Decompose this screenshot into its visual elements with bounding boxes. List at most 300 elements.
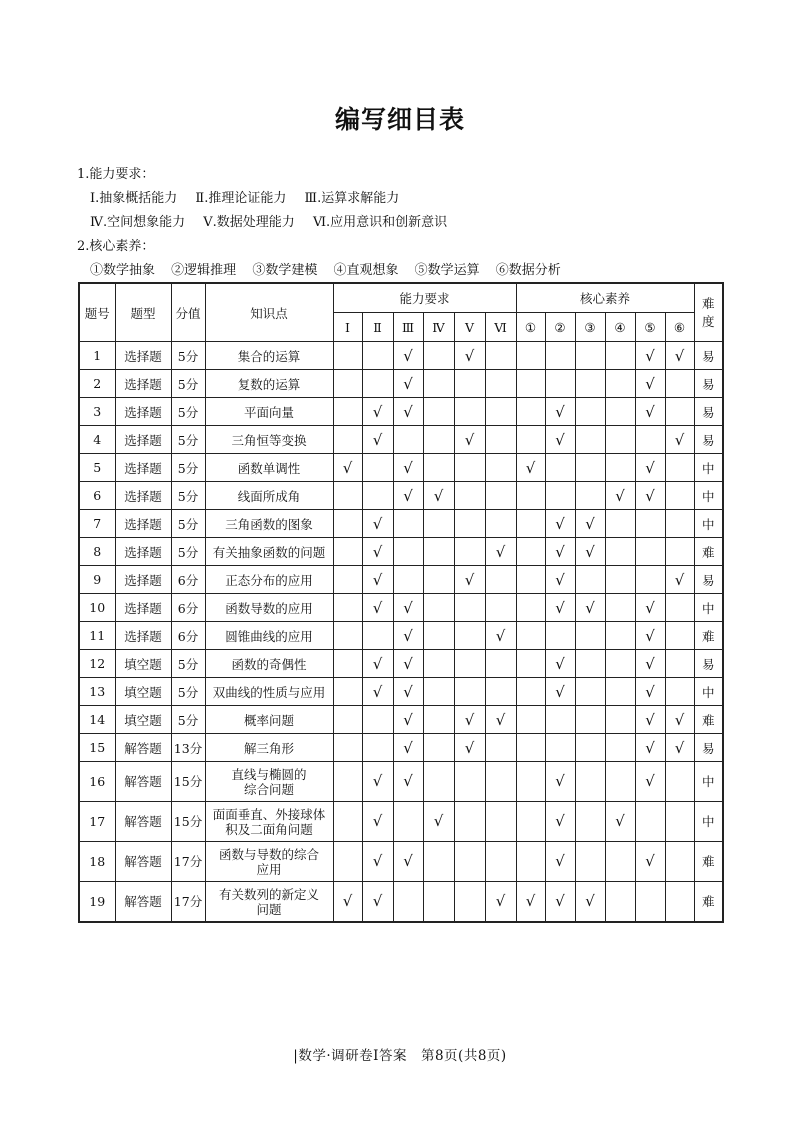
cell-ability-check: √ xyxy=(393,454,423,482)
cell-type: 选择题 xyxy=(115,566,171,594)
cell-knowledge: 平面向量 xyxy=(205,398,333,426)
cell-literacy-check: √ xyxy=(516,882,545,923)
cell-type: 选择题 xyxy=(115,342,171,370)
cell-ability-check xyxy=(423,882,454,923)
cell-ability-check xyxy=(333,342,362,370)
cell-ability-check xyxy=(485,734,516,762)
cell-ability-check xyxy=(423,370,454,398)
cell-ability-check: √ xyxy=(454,566,485,594)
cell-ability-check xyxy=(423,622,454,650)
cell-difficulty: 易 xyxy=(694,342,723,370)
cell-type: 选择题 xyxy=(115,622,171,650)
ability-item: Ⅴ.数据处理能力 xyxy=(203,215,295,230)
ability-item: Ⅵ.应用意识和创新意识 xyxy=(312,215,448,230)
cell-literacy-check: √ xyxy=(635,622,665,650)
cell-ability-check: √ xyxy=(362,802,393,842)
knowledge-line: 面面垂直、外接球体 xyxy=(212,806,326,822)
cell-score: 5分 xyxy=(171,426,205,454)
cell-literacy-check xyxy=(545,454,575,482)
cell-literacy-check xyxy=(575,678,605,706)
table-row xyxy=(79,842,723,882)
cell-difficulty: 难 xyxy=(694,882,723,923)
cell-ability-check xyxy=(362,370,393,398)
cell-literacy-check xyxy=(575,370,605,398)
cell-literacy-check: √ xyxy=(545,842,575,882)
knowledge-line: 应用 xyxy=(256,861,282,877)
header-score: 分值 xyxy=(171,283,205,342)
cell-literacy-check xyxy=(635,566,665,594)
cell-type: 填空题 xyxy=(115,678,171,706)
cell-ability-check xyxy=(485,510,516,538)
cell-ability-check xyxy=(423,678,454,706)
table-row xyxy=(79,426,723,454)
cell-ability-check: √ xyxy=(393,678,423,706)
cell-knowledge: 线面所成角 xyxy=(205,482,333,510)
cell-knowledge: 函数的奇偶性 xyxy=(205,650,333,678)
cell-ability-check xyxy=(454,538,485,566)
cell-literacy-check: √ xyxy=(605,482,635,510)
cell-ability-check xyxy=(485,802,516,842)
cell-ability-check: √ xyxy=(362,566,393,594)
cell-score: 5分 xyxy=(171,538,205,566)
cell-ability-check xyxy=(423,762,454,802)
table-row xyxy=(79,734,723,762)
cell-ability-check xyxy=(454,882,485,923)
cell-literacy-check xyxy=(605,650,635,678)
cell-type: 解答题 xyxy=(115,734,171,762)
cell-literacy-check xyxy=(575,426,605,454)
cell-literacy-check xyxy=(635,538,665,566)
cell-literacy-check xyxy=(516,802,545,842)
cell-ability-check: √ xyxy=(362,398,393,426)
cell-knowledge: 三角恒等变换 xyxy=(205,426,333,454)
cell-ability-check: √ xyxy=(454,734,485,762)
ability-list-row-2 xyxy=(90,211,455,230)
cell-ability-check xyxy=(423,538,454,566)
cell-literacy-check xyxy=(516,370,545,398)
cell-literacy-check xyxy=(575,762,605,802)
cell-literacy-check: √ xyxy=(545,650,575,678)
cell-ability-check xyxy=(362,342,393,370)
cell-number: 6 xyxy=(79,482,115,510)
cell-literacy-check: √ xyxy=(635,706,665,734)
cell-score: 6分 xyxy=(171,622,205,650)
header-knowledge: 知识点 xyxy=(205,283,333,342)
table-row xyxy=(79,342,723,370)
cell-literacy-check: √ xyxy=(665,734,694,762)
cell-ability-check: √ xyxy=(362,538,393,566)
cell-number: 2 xyxy=(79,370,115,398)
knowledge-line: 函数与导数的综合 xyxy=(218,846,319,862)
cell-number: 17 xyxy=(79,802,115,842)
table-row xyxy=(79,622,723,650)
cell-ability-check: √ xyxy=(393,762,423,802)
cell-score: 15分 xyxy=(171,802,205,842)
cell-ability-check xyxy=(423,734,454,762)
cell-literacy-check: √ xyxy=(545,398,575,426)
cell-ability-check: √ xyxy=(362,426,393,454)
cell-literacy-check xyxy=(665,650,694,678)
cell-literacy-check xyxy=(516,510,545,538)
cell-ability-check xyxy=(485,398,516,426)
cell-literacy-check xyxy=(665,842,694,882)
cell-ability-check xyxy=(454,802,485,842)
cell-literacy-check: √ xyxy=(545,882,575,923)
cell-ability-check xyxy=(333,426,362,454)
cell-literacy-check: √ xyxy=(545,678,575,706)
cell-ability-check xyxy=(423,426,454,454)
table-row xyxy=(79,370,723,398)
cell-literacy-check xyxy=(516,650,545,678)
cell-literacy-check: √ xyxy=(635,482,665,510)
cell-literacy-check xyxy=(516,842,545,882)
cell-ability-check: √ xyxy=(362,650,393,678)
section-literacy-heading: 2.核心素养： xyxy=(77,239,155,254)
table-row xyxy=(79,882,723,923)
cell-ability-check: √ xyxy=(393,650,423,678)
cell-ability-check xyxy=(454,762,485,802)
cell-score: 5分 xyxy=(171,370,205,398)
cell-ability-check xyxy=(454,650,485,678)
cell-ability-check: √ xyxy=(423,802,454,842)
cell-score: 15分 xyxy=(171,762,205,802)
spec-table xyxy=(78,282,724,923)
cell-literacy-check xyxy=(605,678,635,706)
cell-literacy-check xyxy=(575,566,605,594)
cell-ability-check xyxy=(485,678,516,706)
cell-ability-check xyxy=(454,370,485,398)
cell-literacy-check: √ xyxy=(635,454,665,482)
cell-score: 5分 xyxy=(171,398,205,426)
header-ability: 能力要求 xyxy=(333,283,516,313)
table-row xyxy=(79,594,723,622)
cell-type: 填空题 xyxy=(115,650,171,678)
cell-ability-check xyxy=(333,398,362,426)
cell-number: 5 xyxy=(79,454,115,482)
header-ability-col: Ⅵ xyxy=(485,313,516,342)
cell-type: 选择题 xyxy=(115,398,171,426)
ability-item: Ⅱ.推理论证能力 xyxy=(195,191,287,206)
cell-literacy-check: √ xyxy=(635,370,665,398)
cell-ability-check xyxy=(423,706,454,734)
cell-literacy-check xyxy=(605,538,635,566)
cell-literacy-check xyxy=(665,482,694,510)
cell-ability-check xyxy=(423,510,454,538)
cell-score: 5分 xyxy=(171,706,205,734)
cell-literacy-check xyxy=(605,882,635,923)
cell-literacy-check xyxy=(575,622,605,650)
cell-literacy-check xyxy=(516,426,545,454)
cell-knowledge xyxy=(205,802,333,842)
cell-ability-check xyxy=(393,566,423,594)
table-body xyxy=(79,342,723,923)
cell-literacy-check xyxy=(575,342,605,370)
cell-literacy-check xyxy=(665,398,694,426)
cell-number: 7 xyxy=(79,510,115,538)
cell-ability-check: √ xyxy=(393,594,423,622)
cell-literacy-check xyxy=(665,370,694,398)
cell-knowledge: 复数的运算 xyxy=(205,370,333,398)
cell-ability-check xyxy=(333,510,362,538)
cell-number: 9 xyxy=(79,566,115,594)
header-literacy-col: ⑥ xyxy=(665,313,694,342)
cell-ability-check: √ xyxy=(362,882,393,923)
cell-difficulty: 易 xyxy=(694,734,723,762)
table-row xyxy=(79,706,723,734)
cell-ability-check xyxy=(485,370,516,398)
cell-literacy-check xyxy=(665,622,694,650)
section-ability-heading: 1.能力要求： xyxy=(77,167,155,182)
header-ability-col: Ⅳ xyxy=(423,313,454,342)
cell-number: 4 xyxy=(79,426,115,454)
literacy-item: ①数学抽象 xyxy=(90,263,156,278)
cell-ability-check xyxy=(393,882,423,923)
cell-ability-check: √ xyxy=(393,370,423,398)
cell-ability-check xyxy=(393,538,423,566)
cell-score: 17分 xyxy=(171,842,205,882)
cell-score: 5分 xyxy=(171,454,205,482)
cell-literacy-check: √ xyxy=(545,426,575,454)
cell-literacy-check: √ xyxy=(516,454,545,482)
cell-literacy-check xyxy=(545,482,575,510)
cell-number: 3 xyxy=(79,398,115,426)
header-ability-col: Ⅲ xyxy=(393,313,423,342)
cell-ability-check xyxy=(362,622,393,650)
cell-literacy-check xyxy=(605,370,635,398)
cell-score: 6分 xyxy=(171,594,205,622)
cell-ability-check: √ xyxy=(485,538,516,566)
cell-number: 8 xyxy=(79,538,115,566)
cell-literacy-check: √ xyxy=(545,566,575,594)
cell-knowledge: 圆锥曲线的应用 xyxy=(205,622,333,650)
cell-ability-check: √ xyxy=(393,706,423,734)
cell-difficulty: 易 xyxy=(694,426,723,454)
cell-literacy-check xyxy=(665,594,694,622)
cell-ability-check xyxy=(393,426,423,454)
cell-ability-check: √ xyxy=(393,342,423,370)
cell-ability-check: √ xyxy=(333,882,362,923)
cell-literacy-check xyxy=(605,566,635,594)
cell-difficulty: 中 xyxy=(694,510,723,538)
cell-score: 5分 xyxy=(171,342,205,370)
cell-literacy-check xyxy=(516,398,545,426)
cell-literacy-check xyxy=(516,594,545,622)
ability-item: Ⅳ.空间想象能力 xyxy=(90,215,186,230)
cell-literacy-check xyxy=(575,482,605,510)
cell-knowledge: 正态分布的应用 xyxy=(205,566,333,594)
cell-ability-check xyxy=(393,802,423,842)
cell-ability-check xyxy=(333,706,362,734)
cell-literacy-check xyxy=(605,706,635,734)
cell-literacy-check xyxy=(605,426,635,454)
cell-number: 18 xyxy=(79,842,115,882)
cell-type: 选择题 xyxy=(115,426,171,454)
knowledge-line: 直线与椭圆的 xyxy=(231,766,307,782)
cell-literacy-check: √ xyxy=(605,802,635,842)
cell-literacy-check: √ xyxy=(575,882,605,923)
cell-ability-check xyxy=(362,482,393,510)
cell-literacy-check: √ xyxy=(635,398,665,426)
cell-literacy-check xyxy=(665,762,694,802)
cell-ability-check xyxy=(333,734,362,762)
cell-knowledge: 有关抽象函数的问题 xyxy=(205,538,333,566)
cell-difficulty: 易 xyxy=(694,398,723,426)
cell-ability-check xyxy=(333,762,362,802)
cell-ability-check xyxy=(485,762,516,802)
cell-knowledge xyxy=(205,882,333,923)
cell-literacy-check xyxy=(665,538,694,566)
cell-literacy-check xyxy=(665,454,694,482)
cell-score: 5分 xyxy=(171,510,205,538)
cell-literacy-check xyxy=(575,842,605,882)
cell-ability-check: √ xyxy=(362,678,393,706)
cell-literacy-check xyxy=(635,426,665,454)
cell-ability-check xyxy=(454,482,485,510)
cell-ability-check: √ xyxy=(362,594,393,622)
cell-literacy-check: √ xyxy=(665,426,694,454)
header-literacy-col: ① xyxy=(516,313,545,342)
cell-literacy-check xyxy=(545,622,575,650)
cell-ability-check xyxy=(333,842,362,882)
header-literacy: 核心素养 xyxy=(516,283,694,313)
cell-ability-check: √ xyxy=(393,622,423,650)
cell-number: 19 xyxy=(79,882,115,923)
cell-ability-check xyxy=(393,510,423,538)
cell-ability-check xyxy=(485,426,516,454)
cell-ability-check xyxy=(423,566,454,594)
table-row xyxy=(79,650,723,678)
cell-difficulty: 中 xyxy=(694,678,723,706)
cell-ability-check xyxy=(333,370,362,398)
header-ability-col: Ⅱ xyxy=(362,313,393,342)
cell-ability-check xyxy=(485,594,516,622)
cell-literacy-check xyxy=(635,510,665,538)
cell-literacy-check xyxy=(516,706,545,734)
header-ability-col: Ⅴ xyxy=(454,313,485,342)
header-ability-col: Ⅰ xyxy=(333,313,362,342)
knowledge-line: 有关数列的新定义 xyxy=(218,886,319,902)
table-row xyxy=(79,762,723,802)
cell-knowledge: 三角函数的图象 xyxy=(205,510,333,538)
cell-ability-check xyxy=(485,454,516,482)
cell-ability-check xyxy=(333,622,362,650)
cell-score: 5分 xyxy=(171,482,205,510)
cell-score: 6分 xyxy=(171,566,205,594)
cell-literacy-check xyxy=(545,734,575,762)
cell-knowledge: 集合的运算 xyxy=(205,342,333,370)
cell-ability-check xyxy=(454,622,485,650)
cell-ability-check xyxy=(333,802,362,842)
cell-literacy-check xyxy=(605,594,635,622)
cell-literacy-check xyxy=(545,706,575,734)
cell-literacy-check xyxy=(545,342,575,370)
cell-type: 选择题 xyxy=(115,370,171,398)
cell-score: 5分 xyxy=(171,650,205,678)
cell-type: 选择题 xyxy=(115,594,171,622)
cell-difficulty: 难 xyxy=(694,622,723,650)
cell-ability-check: √ xyxy=(362,842,393,882)
cell-literacy-check xyxy=(516,538,545,566)
cell-number: 10 xyxy=(79,594,115,622)
page-footer: |数学·调研卷Ⅰ答案 第8页(共8页) xyxy=(293,1048,507,1064)
table-row xyxy=(79,398,723,426)
cell-literacy-check: √ xyxy=(665,566,694,594)
cell-ability-check: √ xyxy=(485,882,516,923)
cell-literacy-check xyxy=(605,510,635,538)
header-literacy-col: ④ xyxy=(605,313,635,342)
cell-difficulty: 中 xyxy=(694,802,723,842)
cell-knowledge: 函数导数的应用 xyxy=(205,594,333,622)
cell-ability-check xyxy=(333,538,362,566)
cell-ability-check: √ xyxy=(362,762,393,802)
literacy-list xyxy=(90,259,573,278)
cell-literacy-check xyxy=(665,678,694,706)
header-literacy-col: ② xyxy=(545,313,575,342)
cell-literacy-check xyxy=(516,482,545,510)
cell-type: 解答题 xyxy=(115,762,171,802)
cell-ability-check xyxy=(423,594,454,622)
cell-literacy-check: √ xyxy=(665,342,694,370)
cell-ability-check: √ xyxy=(333,454,362,482)
cell-ability-check: √ xyxy=(423,482,454,510)
cell-difficulty: 中 xyxy=(694,482,723,510)
knowledge-line: 综合问题 xyxy=(243,781,294,797)
cell-literacy-check xyxy=(605,762,635,802)
header-number: 题号 xyxy=(79,283,115,342)
cell-score: 17分 xyxy=(171,882,205,923)
cell-literacy-check xyxy=(516,734,545,762)
table-row xyxy=(79,510,723,538)
cell-ability-check xyxy=(485,482,516,510)
header-type: 题型 xyxy=(115,283,171,342)
cell-literacy-check: √ xyxy=(635,842,665,882)
cell-ability-check xyxy=(454,510,485,538)
cell-ability-check xyxy=(485,566,516,594)
cell-ability-check xyxy=(362,454,393,482)
cell-ability-check: √ xyxy=(454,342,485,370)
cell-type: 选择题 xyxy=(115,510,171,538)
cell-ability-check: √ xyxy=(485,622,516,650)
cell-literacy-check: √ xyxy=(635,650,665,678)
literacy-item: ③数学建模 xyxy=(252,263,318,278)
cell-literacy-check: √ xyxy=(665,706,694,734)
cell-difficulty: 中 xyxy=(694,454,723,482)
cell-ability-check: √ xyxy=(454,426,485,454)
cell-type: 选择题 xyxy=(115,454,171,482)
cell-type: 选择题 xyxy=(115,482,171,510)
cell-knowledge: 函数单调性 xyxy=(205,454,333,482)
page-title: 编写细目表 xyxy=(334,105,465,134)
cell-literacy-check xyxy=(605,622,635,650)
cell-ability-check: √ xyxy=(485,706,516,734)
cell-literacy-check: √ xyxy=(545,762,575,802)
cell-number: 13 xyxy=(79,678,115,706)
cell-ability-check xyxy=(423,454,454,482)
header-literacy-col: ⑤ xyxy=(635,313,665,342)
cell-literacy-check xyxy=(605,454,635,482)
cell-difficulty: 难 xyxy=(694,706,723,734)
ability-item: Ⅲ.运算求解能力 xyxy=(304,191,400,206)
cell-literacy-check xyxy=(516,678,545,706)
cell-literacy-check xyxy=(605,342,635,370)
table-row xyxy=(79,566,723,594)
cell-literacy-check xyxy=(575,398,605,426)
cell-literacy-check: √ xyxy=(635,734,665,762)
cell-literacy-check: √ xyxy=(575,538,605,566)
cell-difficulty: 易 xyxy=(694,566,723,594)
cell-knowledge: 概率问题 xyxy=(205,706,333,734)
cell-score: 13分 xyxy=(171,734,205,762)
